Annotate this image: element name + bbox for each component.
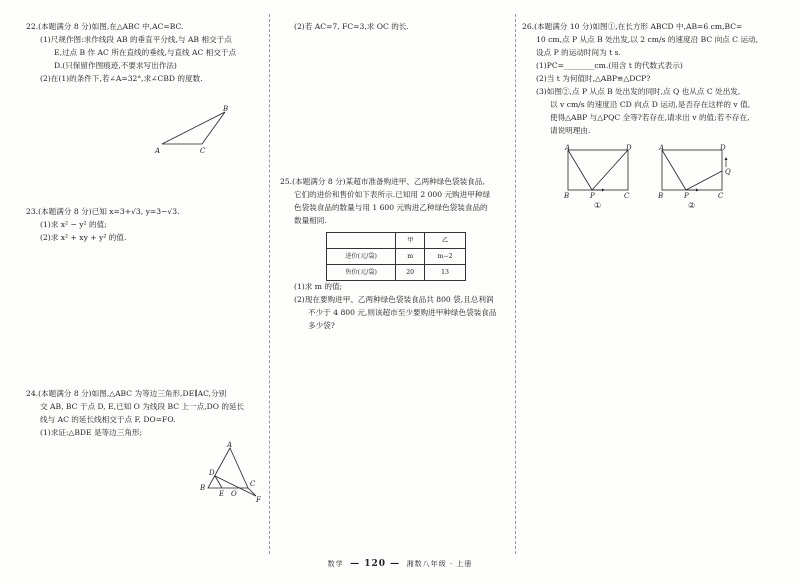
q22-title: 22.(本题满分 8 分)如图,在△ABC 中,AC=BC. xyxy=(26,22,184,31)
q24-part2: (2)若 AC=7, FC=3,求 OC 的长. xyxy=(294,22,409,31)
fig1-label-b: B xyxy=(564,192,570,200)
question-25 xyxy=(280,175,508,227)
question-23 xyxy=(26,205,258,244)
q26-figure-2 xyxy=(654,143,736,211)
table-cell: 进价(元/袋) xyxy=(327,249,396,265)
table-cell: m−2 xyxy=(425,249,466,265)
question-26 xyxy=(522,20,784,137)
fig2-label-d: D xyxy=(720,144,726,152)
fig2-label-c: C xyxy=(718,192,724,200)
q25-part2-line3: 多少袋? xyxy=(308,321,335,330)
q24-line3: 线与 AC 的延长线相交于点 F, DO=FO. xyxy=(40,415,176,424)
q22-part1: (1)尺规作图:求作线段 AB 的垂直平分线,与 AB 相交于点 xyxy=(40,35,232,44)
q25-part2: (2)现在要购进甲、乙两种绿色袋装食品共 800 袋,且总利润 xyxy=(294,295,494,304)
fig1-label-p: P xyxy=(590,192,595,200)
table-row xyxy=(327,265,466,281)
q22-label-b: B xyxy=(223,105,229,113)
table-cell: 乙 xyxy=(425,233,466,249)
table-header-row xyxy=(327,233,466,249)
q23-title: 23.(本题满分 8 分)已知 x=3+√3, y=3−√3. xyxy=(26,207,180,216)
fig2-label-q: Q xyxy=(725,168,731,176)
q26-title: 26.(本题满分 10 分)如图①,在长方形 ABCD 中,AB=6 cm,BC= xyxy=(522,22,743,31)
q22-part1-line2: E,过点 B 作 AC 所在直线的垂线,与直线 AC 相交于点 xyxy=(54,48,237,57)
q26-part2: (2)当 t 为何值时,△ABP≌△DCP? xyxy=(536,74,651,83)
q25-part2-line2: 不少于 4 800 元,则该超市至少要购进甲种绿色袋装食品 xyxy=(308,308,497,317)
q22-label-c: C xyxy=(200,147,206,155)
q26-part3-line4: 请说明理由. xyxy=(550,126,591,135)
fig2-label-b: B xyxy=(658,192,664,200)
q26-line3: 设点 P 的运动时间为 t s. xyxy=(536,48,621,57)
fig1-label-c: C xyxy=(624,192,630,200)
q26-line2: 10 cm,点 P 从点 B 处出发,以 2 cm/s 的速度沿 BC 向点 C 运动, xyxy=(536,35,759,44)
fig1-label-a: A xyxy=(565,144,571,152)
column-divider-2 xyxy=(515,14,516,554)
q24-label-b: B xyxy=(200,484,206,492)
q24-equilateral-figure xyxy=(196,440,266,502)
page-footer xyxy=(0,558,800,571)
q26-figure-1 xyxy=(560,143,640,211)
q22-label-a: A xyxy=(155,147,161,155)
q24-part1: (1)求证:△BDE 是等边三角形; xyxy=(40,428,143,437)
q26-part3-line3: 使得△ABP 与△PQC 全等?若存在,请求出 v 的值;若不存在, xyxy=(550,113,750,122)
q25-title: 25.(本题满分 8 分)某超市准备购进甲、乙两种绿色袋装食品, xyxy=(280,177,485,186)
q25-part1: (1)求 m 的值; xyxy=(294,282,343,291)
question-24-part2 xyxy=(280,20,505,33)
table-cell: 20 xyxy=(396,265,425,281)
table-row xyxy=(327,249,466,265)
table-cell xyxy=(327,233,396,249)
q24-label-d: D xyxy=(209,469,215,477)
q24-title: 24.(本题满分 8 分)如图,△ABC 为等边三角形,DE∥AC,分别 xyxy=(26,389,227,398)
column-divider-1 xyxy=(269,14,270,554)
q22-part1-line3: D.(只保留作图痕迹,不要求写出作法) xyxy=(54,61,177,70)
question-22 xyxy=(26,20,258,85)
footer-page-number: — 120 — xyxy=(350,559,401,569)
q25-line2: 它们的进价和售价如下表所示.已知用 2 000 元购进甲种绿 xyxy=(294,190,491,199)
table-cell: 售价(元/袋) xyxy=(327,265,396,281)
q24-label-c: C xyxy=(250,480,256,488)
fig2-caption: ② xyxy=(688,201,696,210)
q25-line4: 数量相同. xyxy=(294,216,327,225)
q24-label-a: A xyxy=(227,441,233,449)
table-cell: 13 xyxy=(425,265,466,281)
q24-line2: 交 AB, BC 于点 D, E,已知 O 为线段 BC 上一点,DO 的延长 xyxy=(40,402,245,411)
q26-part1: (1)PC=________cm.(用含 t 的代数式表示) xyxy=(536,61,683,70)
q23-part2: (2)求 x² + xy + y² 的值. xyxy=(40,233,127,242)
q22-part2: (2)在(1)的条件下,若∠A=32°,求∠CBD 的度数. xyxy=(40,74,203,83)
q24-label-f: F xyxy=(256,496,261,502)
table-cell: m xyxy=(396,249,425,265)
q26-part3: (3)如图②,点 P 从点 B 处出发的同时,点 Q 也从点 C 处出发, xyxy=(536,87,741,96)
fig1-label-d: D xyxy=(626,144,632,152)
q22-triangle-figure xyxy=(150,100,240,158)
q26-part3-line2: 以 v cm/s 的速度沿 CD 向点 D 运动,是否存在这样的 v 值, xyxy=(550,100,751,109)
question-25-parts xyxy=(280,280,508,332)
q24-label-o: O xyxy=(231,490,237,498)
fig2-label-p: P xyxy=(684,192,689,200)
q25-price-table xyxy=(326,232,466,281)
table-cell: 甲 xyxy=(396,233,425,249)
fig1-caption: ① xyxy=(594,201,602,210)
footer-subject: 数学 xyxy=(327,560,344,568)
question-24 xyxy=(26,387,262,439)
q25-line3: 色袋装食品的数量与用 1 600 元购进乙种绿色袋装食品的 xyxy=(294,203,488,212)
footer-book: 湘数八年级 · 上册 xyxy=(406,560,473,568)
q23-part1: (1)求 x² − y² 的值; xyxy=(40,220,107,229)
q24-label-e: E xyxy=(219,490,225,498)
fig2-label-a: A xyxy=(659,144,665,152)
